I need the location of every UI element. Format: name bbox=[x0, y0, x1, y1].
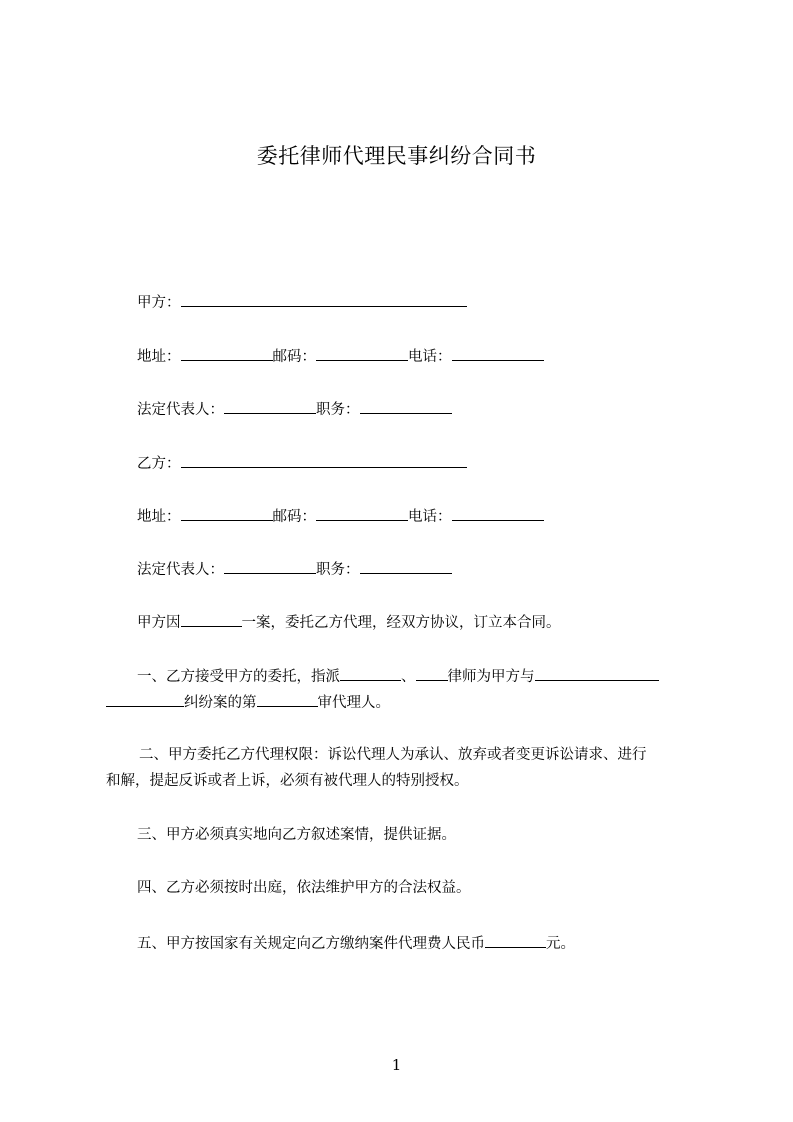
postcode-label: 邮码： bbox=[272, 349, 316, 365]
position-label: 职务： bbox=[316, 562, 360, 578]
clause-2-line-2: 和解，提起反诉或者上诉，必须有被代理人的特别授权。 bbox=[106, 773, 469, 789]
document-title: 委托律师代理民事纠纷合同书 bbox=[256, 144, 537, 168]
postcode-blank bbox=[316, 505, 408, 521]
clause-1-text: 律师为甲方与 bbox=[447, 669, 535, 685]
clause-2-line-1: 二、甲方委托乙方代理权限：诉讼代理人为承认、放弃或者变更诉讼请求、进行 bbox=[139, 747, 647, 763]
fee-blank bbox=[485, 932, 546, 948]
party-b-address-line bbox=[106, 505, 757, 527]
postcode-blank bbox=[316, 345, 408, 361]
address-blank bbox=[181, 345, 273, 361]
clause-1-text: 纠纷案的第 bbox=[184, 695, 257, 711]
clause-4: 四、乙方必须按时出庭，依法维护甲方的合法权益。 bbox=[137, 880, 471, 896]
phone-label: 电话： bbox=[408, 349, 452, 365]
page-number: 1 bbox=[391, 1056, 402, 1074]
opponent-blank bbox=[535, 665, 659, 681]
party-b-label: 乙方： bbox=[137, 456, 181, 472]
address-blank bbox=[181, 505, 273, 521]
legal-rep-blank bbox=[224, 558, 316, 574]
party-a-blank bbox=[181, 291, 467, 307]
clause-1-text: 审代理人。 bbox=[317, 695, 390, 711]
party-a-rep-line bbox=[106, 398, 757, 420]
intro-paragraph bbox=[106, 611, 757, 633]
phone-blank bbox=[452, 505, 544, 521]
party-a-label: 甲方： bbox=[137, 295, 181, 311]
address-label: 地址： bbox=[137, 349, 181, 365]
instance-blank bbox=[257, 691, 318, 707]
intro-text: 甲方因 bbox=[137, 615, 181, 631]
lawyer-1-blank bbox=[340, 665, 401, 681]
party-b-rep-line bbox=[106, 558, 757, 580]
clause-5-text: 元。 bbox=[546, 936, 575, 952]
legal-rep-label: 法定代表人： bbox=[137, 402, 224, 418]
address-label: 地址： bbox=[137, 509, 181, 525]
position-blank bbox=[360, 398, 452, 414]
phone-label: 电话： bbox=[408, 509, 452, 525]
legal-rep-blank bbox=[224, 398, 316, 414]
party-a-address-line bbox=[106, 345, 757, 367]
phone-blank bbox=[452, 345, 544, 361]
clause-1-text: 一、乙方接受甲方的委托，指派 bbox=[137, 669, 340, 685]
lawyer-2-blank bbox=[416, 665, 448, 681]
dispute-blank bbox=[106, 691, 184, 707]
party-b-blank bbox=[181, 452, 467, 468]
clause-1-line-1 bbox=[106, 665, 757, 687]
clause-1-text: 、 bbox=[401, 669, 416, 685]
clause-5 bbox=[106, 932, 757, 954]
position-label: 职务： bbox=[316, 402, 360, 418]
clause-1-line-2 bbox=[106, 691, 726, 713]
clause-5-text: 五、甲方按国家有关规定向乙方缴纳案件代理费人民币 bbox=[137, 936, 485, 952]
position-blank bbox=[360, 558, 452, 574]
clause-3: 三、甲方必须真实地向乙方叙述案情，提供证据。 bbox=[137, 827, 456, 843]
party-b-line bbox=[106, 452, 757, 474]
party-a-line bbox=[106, 291, 757, 313]
postcode-label: 邮码： bbox=[272, 509, 316, 525]
legal-rep-label: 法定代表人： bbox=[137, 562, 224, 578]
intro-text: 一案，委托乙方代理，经双方协议，订立本合同。 bbox=[241, 615, 561, 631]
case-blank bbox=[181, 611, 242, 627]
